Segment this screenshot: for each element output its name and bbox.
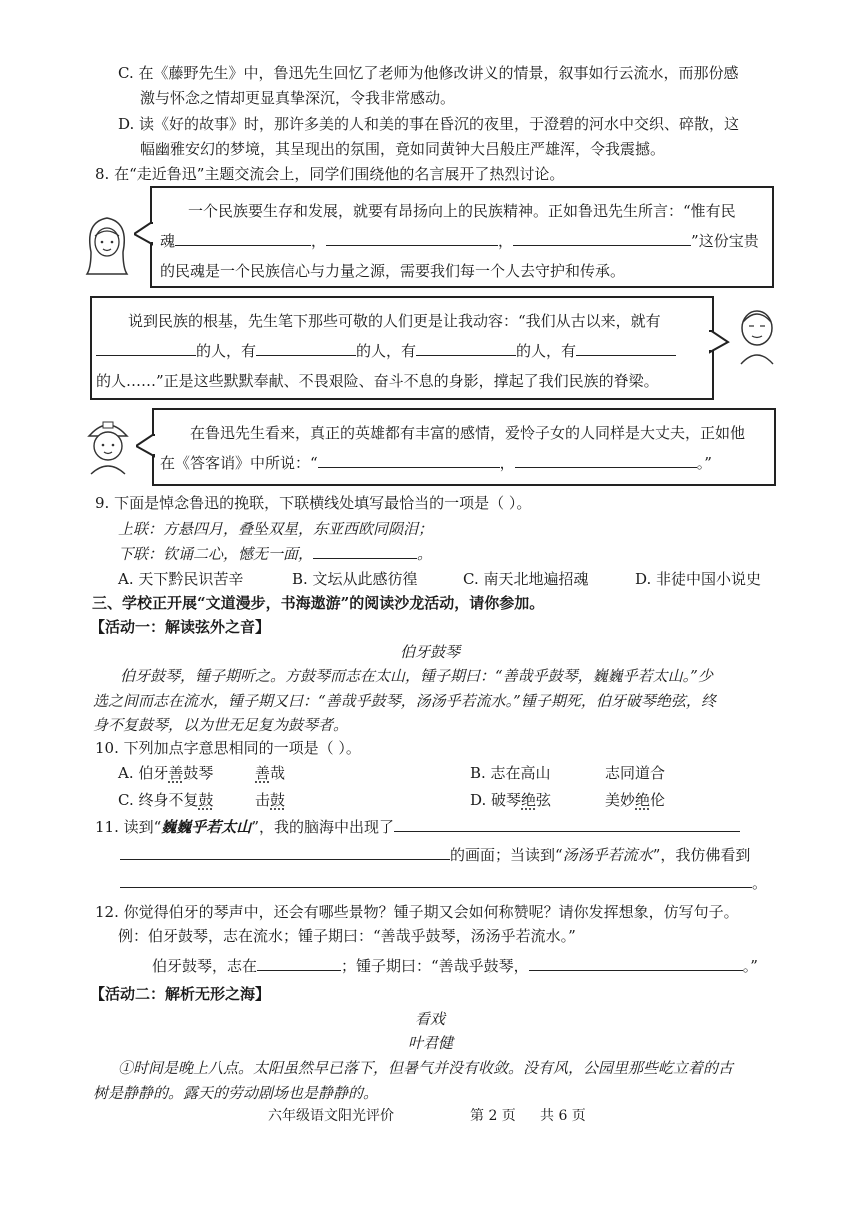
box2-line1: 说到民族的根基，先生笔下那些可敬的人们更是让我动容：“我们从古以来，就有 [128, 312, 661, 330]
q10-option-d-compare: 美妙绝伦 [605, 791, 666, 809]
blank-6[interactable] [416, 341, 516, 356]
q10-option-b[interactable]: B. 志在高山 [470, 764, 551, 782]
blank-3[interactable] [513, 231, 691, 246]
footer-page-number: 第 2 页 [470, 1108, 516, 1124]
q9-blank[interactable] [313, 544, 417, 559]
text-title-boya: 伯牙鼓琴 [400, 643, 461, 661]
box1-line3: 的民魂是一个民族信心与力量之源，需要我们每一个人去守护和传承。 [160, 262, 626, 280]
q7-option-c-line1: C. 在《藤野先生》中，鲁迅先生回忆了老师为他修改讲义的情景，叙事如行云流水，而那份感 [118, 64, 739, 82]
q11-line3: 。 [120, 872, 767, 893]
speech-pointer-3 [136, 434, 156, 458]
q7-option-d-line2: 幅幽雅安幻的梦境，其呈现出的氛围，竟如同黄钟大吕般庄严雄浑，令我震撼。 [140, 140, 666, 158]
q10-option-b-compare: 志同道合 [605, 764, 666, 782]
q9-option-a[interactable]: A. 天下黔民识苦辛 [118, 570, 244, 588]
q9-option-d[interactable]: D. 非徒中国小说史 [635, 570, 762, 588]
boy-avatar-icon [85, 414, 131, 476]
q10-stem: 10. 下列加点字意思相同的一项是（ ）。 [95, 739, 361, 757]
q10-option-d[interactable]: D. 破琴绝弦 [470, 791, 552, 809]
q10-option-a-compare: 善哉 [255, 764, 286, 782]
box3-line2: 在《答客诮》中所说：“ ， 。” [160, 454, 712, 472]
footer-total-pages: 共 6 页 [540, 1108, 586, 1124]
q9-upper-couplet: 上联：方悬四月，叠坠双星，东亚西欧同陨泪； [118, 520, 434, 538]
q9-lower-couplet: 下联：钦诵二心，憾无一面， 。 [118, 545, 433, 563]
boya-para-line2: 选之间而志在流水，锺子期又曰：“善哉乎鼓琴，汤汤乎若流水。”锺子期死，伯牙破琴绝弦，终 [93, 692, 716, 710]
q10-option-a[interactable]: A. 伯牙善鼓琴 [118, 764, 214, 782]
activity2-title: 【活动二：解析无形之海】 [90, 985, 271, 1003]
blank-1[interactable] [175, 231, 311, 246]
q9-option-c[interactable]: C. 南天北地遍招魂 [463, 570, 589, 588]
q11-blank-2[interactable] [120, 845, 450, 860]
speech-pointer-2 [708, 330, 730, 354]
box1-line1: 一个民族要生存和发展，就要有昂扬向上的民族精神。正如鲁迅先生所言：“惟有民 [188, 202, 736, 220]
blank-8[interactable] [318, 453, 500, 468]
blank-4[interactable] [96, 341, 196, 356]
text-title-kanxi: 看戏 [415, 1010, 446, 1028]
activity1-title: 【活动一：解读弦外之音】 [90, 618, 271, 636]
q12-stem: 12. 你觉得伯牙的琴声中，还会有哪些景物？锺子期又会如何称赞呢？请你发挥想象，仿写句子。 [95, 903, 739, 921]
q11-line2: 的画面；当读到“汤汤乎若流水”，我仿佛看到 [120, 844, 750, 865]
elder-avatar-icon [735, 304, 779, 366]
q12-answer-line: 伯牙鼓琴，志在 ；锺子期曰：“善哉乎鼓琴， 。” [152, 957, 758, 975]
girl-avatar-icon [83, 212, 131, 276]
q11-blank-3[interactable] [120, 873, 752, 888]
blank-9[interactable] [515, 453, 697, 468]
boya-para-line1: 伯牙鼓琴，锺子期听之。方鼓琴而志在太山，锺子期曰：“善哉乎鼓琴，巍巍乎若太山。”少 [120, 667, 713, 685]
blank-2[interactable] [326, 231, 498, 246]
q10-option-c-compare: 击鼓 [255, 791, 286, 809]
q11-blank-1[interactable] [394, 817, 740, 832]
kanxi-para-line2: 树是静静的。露天的劳动剧场也是静静的。 [93, 1084, 379, 1102]
q12-blank-1[interactable] [257, 956, 341, 971]
q10-option-c[interactable]: C. 终身不复鼓 [118, 791, 214, 809]
q11-line1: 11. 读到“巍巍乎若太山”，我的脑海中出现了 [95, 816, 740, 837]
box3-line1: 在鲁迅先生看来，真正的英雄都有丰富的感情，爱怜子女的人同样是大丈夫，正如他 [190, 424, 746, 442]
q8-stem: 8. 在“走近鲁迅”主题交流会上，同学们围绕他的名言展开了热烈讨论。 [95, 165, 565, 183]
box1-line2: 魂 ， ， ”这份宝贵 [160, 232, 759, 250]
box2-line3: 的人……”正是这些默默奉献、不畏艰险、奋斗不息的身影，撑起了我们民族的脊梁。 [96, 372, 659, 390]
kanxi-para-line1: ①时间是晚上八点。太阳虽然早已落下，但暑气并没有收敛。没有风，公园里那些屹立着的古 [118, 1059, 734, 1077]
blank-5[interactable] [256, 341, 356, 356]
q9-stem: 9. 下面是悼念鲁迅的挽联，下联横线处填写最恰当的一项是（ ）。 [95, 494, 532, 512]
quote-box-3 [152, 408, 776, 486]
q9-option-b[interactable]: B. 文坛从此感彷徨 [292, 570, 418, 588]
q12-blank-2[interactable] [529, 956, 743, 971]
q12-example: 例：伯牙鼓琴，志在流水；锺子期曰：“善哉乎鼓琴，汤汤乎若流水。” [118, 927, 576, 945]
speech-pointer-1 [134, 222, 154, 246]
q7-option-d-line1: D. 读《好的故事》时，那许多美的人和美的事在昏沉的夜里，于澄碧的河水中交织、碎散，这 [118, 115, 740, 133]
footer-exam-name: 六年级语文阳光评价 [268, 1108, 394, 1124]
text-author: 叶君健 [408, 1034, 454, 1052]
box2-line2: 的人，有 的人，有 的人，有 [96, 340, 676, 361]
boya-para-line3: 身不复鼓琴，以为世无足复为鼓琴者。 [93, 716, 349, 734]
blank-7[interactable] [576, 341, 676, 356]
section3-title: 三、学校正开展“文道漫步，书海遨游”的阅读沙龙活动，请你参加。 [92, 594, 545, 612]
q7-option-c-line2: 激与怀念之情却更显真挚深沉，令我非常感动。 [140, 89, 456, 107]
